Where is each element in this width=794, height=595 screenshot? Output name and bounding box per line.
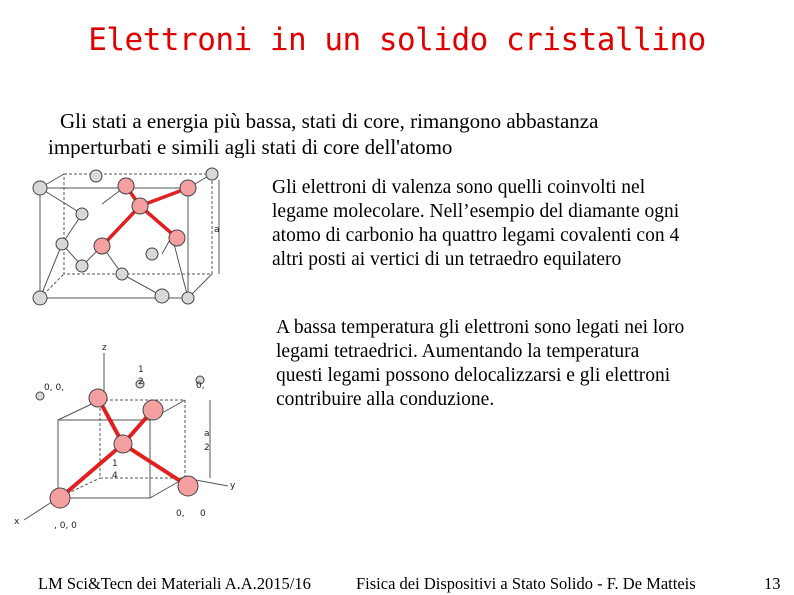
para1-line-2: legame molecolare. Nell’esempio del diamante ogni — [272, 201, 680, 222]
coord-top-mid-label: 1 — [138, 365, 144, 375]
intro-line-1: Gli stati a energia più bassa, stati di core, rimangono abbastanza — [60, 109, 599, 133]
slide-title: Elettroni in un solido cristallino — [88, 22, 706, 58]
a-denominator-label: 2 — [204, 443, 210, 453]
para1-line-3: atomo di carbonio ha quattro legami covalenti con 4 — [272, 225, 680, 246]
para1-line-4: altri posti ai vertici di un tetraedro equilatero — [272, 249, 622, 270]
coord-quarter-den-label: 4 — [112, 471, 118, 481]
coord-quarter-label: 1 — [112, 459, 118, 469]
para2-line-4: contribuire alla conduzione. — [276, 389, 495, 410]
intro-line-2: imperturbati e simili agli stati di core dell'atomo — [48, 135, 453, 158]
para1-line-1: Gli elettroni di valenza sono quelli coinvolti nel — [272, 177, 646, 198]
y-axis-label: y — [230, 481, 236, 491]
coord-bottom-right-label: 0, — [176, 509, 185, 519]
para2-line-2: legami tetraedrici. Aumentando la temperatura — [276, 341, 640, 362]
temperature-paragraph — [276, 316, 756, 412]
intro-text — [48, 108, 748, 158]
diamond-structure-figure — [22, 166, 232, 316]
coord-origin-label: 0, 0, — [44, 383, 65, 393]
tetrahedral-bond-figure — [10, 338, 250, 538]
coord-top-mid-den-label: 2 — [138, 377, 144, 387]
page-number: 13 — [764, 574, 781, 593]
axis-a-label: a — [214, 225, 220, 235]
coord-zero-label: 0 — [200, 509, 206, 519]
valence-electrons-paragraph — [272, 176, 752, 272]
footer-course: LM Sci&Tecn dei Materiali A.A.2015/16 — [38, 574, 311, 593]
x-axis-label: x — [14, 517, 20, 527]
a-label: a — [204, 429, 210, 439]
z-axis-label: z — [102, 343, 107, 353]
footer-subject: Fisica dei Dispositivi a Stato Solido - F. De Matteis — [356, 574, 696, 593]
para2-line-1: A bassa temperatura gli elettroni sono legati nei loro — [276, 317, 685, 338]
coord-bottom-left-label: , 0, 0 — [54, 521, 77, 531]
para2-line-3: questi legami possono delocalizzarsi e gli elettroni — [276, 365, 671, 386]
coord-right-label: 0, — [196, 381, 205, 391]
